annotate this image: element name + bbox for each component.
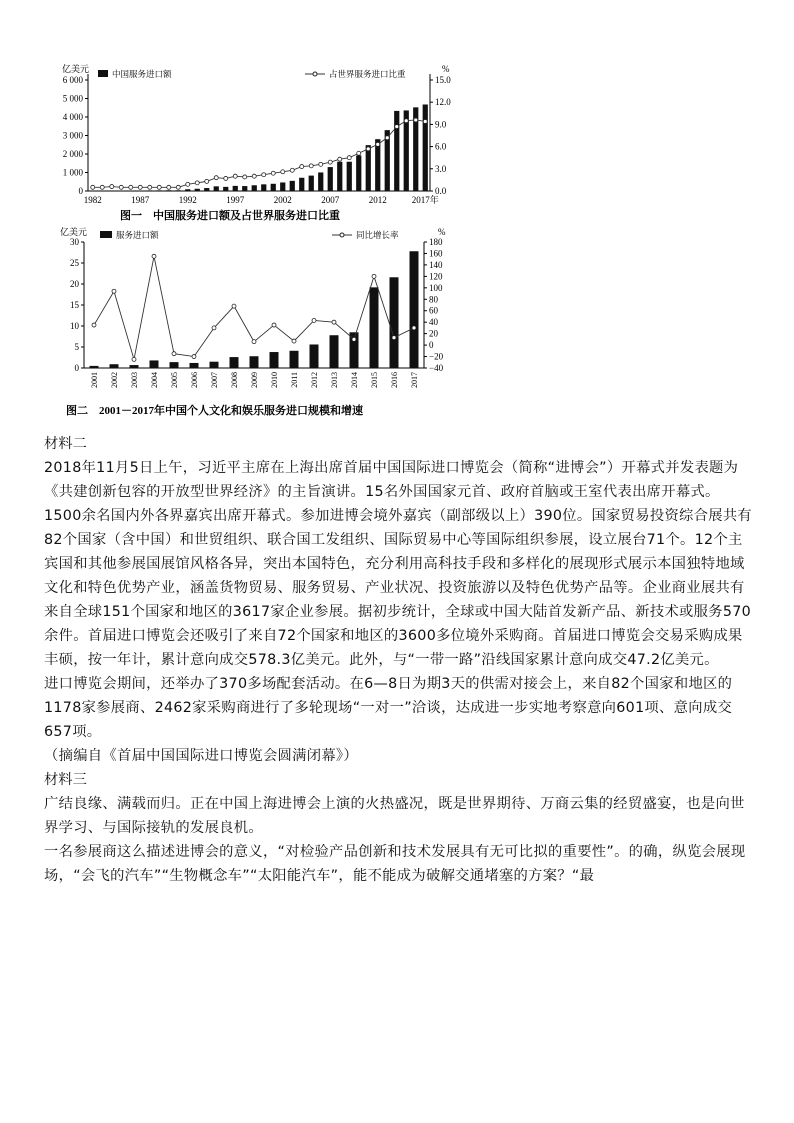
article-body	[44, 432, 754, 888]
point-world-share	[138, 185, 142, 189]
x-tick-label: 1982	[83, 195, 102, 205]
bar-service-imports	[214, 186, 219, 191]
point-world-share	[347, 156, 351, 160]
bar-service-imports	[233, 186, 238, 191]
bar-service-imports	[337, 162, 342, 191]
y-right-tick-label: −40	[429, 363, 444, 373]
y-right-tick-label: 140	[429, 259, 443, 270]
point-world-share	[271, 171, 275, 175]
point-growth-rate	[212, 326, 216, 330]
point-world-share	[148, 185, 152, 189]
legend-swatch-bar	[100, 231, 112, 238]
legend-swatch-point	[340, 233, 344, 237]
y-right-tick-label: 60	[429, 305, 438, 316]
point-world-share	[91, 185, 95, 189]
chart-title: 图二 2001－2017年中国个人文化和娱乐服务进口规模和增速	[66, 405, 363, 417]
material2-heading: 材料二	[44, 436, 87, 452]
point-world-share	[300, 165, 304, 169]
x-tick-label: 1987	[131, 195, 150, 205]
material2-paragraph-2: 进口博览会期间，还举办了370多场配套活动。在6—8日为期3天的供需对接会上，来自82个国家和地区的1178家参展商、2462家采购商进行了多轮现场“一对一”洽谈，达成进一步实地考察意向601项、意向成交657项。	[44, 676, 733, 740]
bar-service-imports	[328, 167, 333, 191]
y-left-tick-label: 2 000	[62, 149, 83, 159]
x-tick-label: 2006	[190, 372, 199, 388]
bar-culture-imports	[110, 364, 119, 368]
x-tick-label: 2010	[270, 372, 279, 388]
bar-culture-imports	[310, 344, 319, 368]
y-right-tick-label: 120	[429, 271, 443, 282]
material3-paragraph-1: 广结良缘、满载而归。正在中国上海进博会上演的火热盛况，既是世界期待、万商云集的经贸盛宴，也是向世界学习、与国际接轨的发展良机。	[44, 796, 745, 836]
y-left-tick-label: 30	[70, 237, 79, 247]
legend-label-line: 同比增长率	[356, 230, 399, 240]
point-world-share	[281, 170, 285, 174]
bar-culture-imports	[190, 363, 199, 368]
bar-culture-imports	[390, 277, 399, 368]
bar-culture-imports	[330, 335, 339, 368]
x-tick-label: 2012	[310, 372, 319, 388]
y-left-tick-label: 25	[70, 258, 79, 268]
y-left-unit: 亿美元	[60, 227, 88, 237]
bar-service-imports	[280, 182, 285, 191]
bar-service-imports	[242, 186, 247, 191]
y-left-tick-label: 6 000	[62, 75, 83, 85]
point-growth-rate	[112, 289, 116, 293]
point-world-share	[233, 174, 237, 178]
legend-label-bar: 服务进口额	[116, 230, 159, 240]
point-world-share	[328, 160, 332, 164]
point-world-share	[385, 136, 389, 140]
bar-service-imports	[394, 111, 399, 191]
point-growth-rate	[412, 326, 416, 330]
point-world-share	[376, 142, 380, 146]
y-right-tick-label: 20	[429, 328, 438, 339]
bar-culture-imports	[270, 352, 279, 368]
bar-service-imports	[176, 190, 181, 191]
chart-service-imports	[0, 58, 480, 230]
x-tick-label: 2002	[110, 372, 119, 388]
bar-service-imports	[271, 184, 276, 191]
point-world-share	[252, 174, 256, 178]
bar-service-imports	[157, 190, 162, 191]
point-world-share	[404, 119, 408, 123]
point-world-share	[423, 119, 427, 123]
point-world-share	[338, 157, 342, 161]
y-right-tick-label: 160	[429, 248, 443, 259]
bar-culture-imports	[250, 356, 259, 368]
point-world-share	[395, 125, 399, 129]
point-world-share	[167, 185, 171, 189]
point-world-share	[262, 173, 266, 177]
point-growth-rate	[292, 339, 296, 343]
material2-paragraph-1: 2018年11月5日上午，习近平主席在上海出席首届中国国际进口博览会（简称“进博会”）开幕式并发表题为《共建创新包容的开放型世界经济》的主旨演讲。15名外国国家元首、政府首脑或王室代表出席开幕式。1500余名国内外各界嘉宾出席开幕式。参加进博会境外嘉宾（副部级以上）390位。国家贸易投资综合展共有82个国家（含中国）和世贸组织、联合国工发组织、国际贸易中心等国际组织参展，设立展台71个。12个主宾国和其他参展国展馆风格各异，突出本国特色，充分利用高科技手段和多样化的展现形式展示本国独特地域文化和特色优势产业，涵盖货物贸易、服务贸易、产业状况、投资旅游以及特色优势产品等。企业商业展共有来自全球151个国家和地区的3617家企业参展。据初步统计，全球或中国大陆首发新产品、新技术或服务570余件。首届进口博览会还吸引了来自72个国家和地区的3600多位境外采购商。首届进口博览会交易采购成果丰硕，按一年计，累计意向成交578.3亿美元。此外，与“一带一路”沿线国家累计意向成交47.2亿美元。	[44, 460, 753, 668]
point-growth-rate	[172, 352, 176, 356]
bar-service-imports	[166, 190, 171, 191]
bar-service-imports	[375, 139, 380, 191]
point-world-share	[100, 185, 104, 189]
material3-heading: 材料三	[44, 772, 87, 788]
bar-culture-imports	[290, 351, 299, 368]
point-world-share	[357, 151, 361, 155]
bar-culture-imports	[370, 287, 379, 368]
x-tick-label: 2016	[390, 372, 399, 388]
x-tick-label: 2003	[130, 372, 139, 388]
bar-service-imports	[290, 181, 295, 191]
bar-service-imports	[147, 190, 152, 191]
bar-service-imports	[261, 184, 266, 191]
bar-service-imports	[347, 162, 352, 191]
bar-culture-imports	[210, 362, 219, 368]
x-tick-label: 2015	[370, 372, 379, 388]
x-tick-label: 2012	[368, 195, 387, 205]
point-growth-rate	[392, 336, 396, 340]
point-growth-rate	[252, 340, 256, 344]
point-growth-rate	[352, 337, 356, 341]
material3-paragraph-2: 一名参展商这么描述进博会的意义，“对检验产品创新和技术发展具有无可比拟的重要性”。的确，纵览会展现场，“会飞的汽车”“生物概念车”“太阳能汽车”，能不能成为破解交通堵塞的方案？“最	[44, 844, 746, 884]
point-world-share	[290, 168, 294, 172]
point-world-share	[186, 182, 190, 186]
y-right-tick-label: 80	[429, 294, 438, 305]
bar-service-imports	[318, 172, 323, 191]
bar-service-imports	[223, 187, 228, 191]
point-world-share	[366, 147, 370, 151]
x-tick-label: 2013	[330, 372, 339, 388]
y-left-tick-label: 0	[78, 186, 83, 196]
point-world-share	[205, 179, 209, 183]
x-tick-label: 2007	[210, 372, 219, 388]
point-growth-rate	[152, 254, 156, 258]
point-world-share	[119, 185, 123, 189]
point-world-share	[195, 181, 199, 185]
y-left-tick-label: 10	[70, 321, 79, 331]
bar-service-imports	[204, 188, 209, 191]
y-left-tick-label: 1 000	[62, 167, 83, 178]
point-growth-rate	[272, 323, 276, 327]
legend-swatch-point	[313, 72, 317, 76]
y-left-tick-label: 5	[74, 342, 79, 352]
x-tick-label: 2017年	[411, 195, 439, 205]
bar-culture-imports	[230, 357, 239, 368]
bar-culture-imports	[150, 360, 159, 368]
bar-service-imports	[195, 189, 200, 191]
y-right-tick-label: 0	[429, 340, 434, 351]
y-right-tick-label: 180	[429, 237, 443, 247]
x-tick-label: 2005	[170, 372, 179, 388]
y-left-tick-label: 5 000	[62, 93, 83, 104]
point-growth-rate	[312, 318, 316, 322]
y-right-tick-label: 12.0	[435, 97, 451, 108]
point-world-share	[243, 175, 247, 179]
y-right-unit: %	[438, 227, 446, 237]
x-tick-label: 2001	[90, 372, 99, 388]
point-world-share	[414, 118, 418, 122]
x-tick-label: 2008	[230, 372, 239, 388]
point-world-share	[129, 185, 133, 189]
point-growth-rate	[192, 355, 196, 359]
chart-title: 图一 中国服务进口额及占世界服务进口比重	[120, 210, 340, 222]
y-right-tick-label: 40	[429, 317, 438, 328]
y-left-tick-label: 3 000	[62, 130, 83, 141]
bar-culture-imports	[170, 362, 179, 368]
point-growth-rate	[132, 357, 136, 361]
legend-swatch-bar	[98, 70, 108, 77]
y-right-tick-label: 0.0	[435, 186, 447, 196]
point-world-share	[319, 162, 323, 166]
x-tick-label: 2002	[273, 195, 292, 205]
bar-culture-imports	[410, 251, 419, 368]
point-growth-rate	[372, 274, 376, 278]
y-right-tick-label: 15.0	[435, 75, 451, 85]
point-growth-rate	[332, 320, 336, 324]
point-world-share	[224, 176, 228, 180]
y-right-tick-label: 100	[429, 282, 443, 293]
x-tick-label: 2007	[321, 195, 340, 205]
y-left-tick-label: 0	[74, 363, 79, 373]
bar-service-imports	[423, 104, 428, 191]
y-right-tick-label: 3.0	[435, 163, 447, 174]
bar-culture-imports	[90, 366, 99, 368]
x-tick-label: 2011	[290, 372, 299, 388]
y-left-tick-label: 4 000	[62, 112, 83, 122]
point-world-share	[157, 185, 161, 189]
bar-service-imports	[185, 189, 190, 191]
material2-source: （摘编自《首届中国国际进口博览会圆满闭幕》）	[44, 748, 358, 764]
y-right-unit: %	[442, 64, 450, 74]
point-growth-rate	[232, 304, 236, 308]
point-world-share	[176, 185, 180, 189]
x-tick-label: 1992	[178, 195, 197, 205]
legend-label-bar: 中国服务进口额	[112, 69, 172, 79]
point-growth-rate	[92, 323, 96, 327]
y-right-tick-label: 6.0	[435, 141, 447, 152]
bar-service-imports	[109, 190, 114, 191]
bar-service-imports	[366, 145, 371, 191]
y-left-unit: 亿美元	[62, 64, 90, 74]
chart-culture-imports	[0, 225, 480, 425]
legend-label-line: 占世界服务进口比重	[329, 69, 406, 79]
x-tick-label: 1997	[226, 195, 245, 205]
y-right-tick-label: −20	[429, 351, 444, 362]
bar-culture-imports	[130, 365, 139, 368]
point-world-share	[110, 185, 114, 189]
point-world-share	[309, 164, 313, 168]
bar-service-imports	[356, 155, 361, 191]
x-tick-label: 2014	[350, 372, 359, 388]
y-left-tick-label: 20	[70, 279, 79, 289]
x-tick-label: 2017	[410, 372, 419, 388]
y-right-tick-label: 9.0	[435, 119, 447, 130]
point-world-share	[214, 176, 218, 180]
y-left-tick-label: 15	[70, 300, 79, 310]
x-tick-label: 2009	[250, 372, 259, 388]
bar-service-imports	[309, 176, 314, 191]
bar-service-imports	[299, 178, 304, 191]
bar-service-imports	[252, 185, 257, 191]
x-tick-label: 2004	[150, 372, 159, 388]
